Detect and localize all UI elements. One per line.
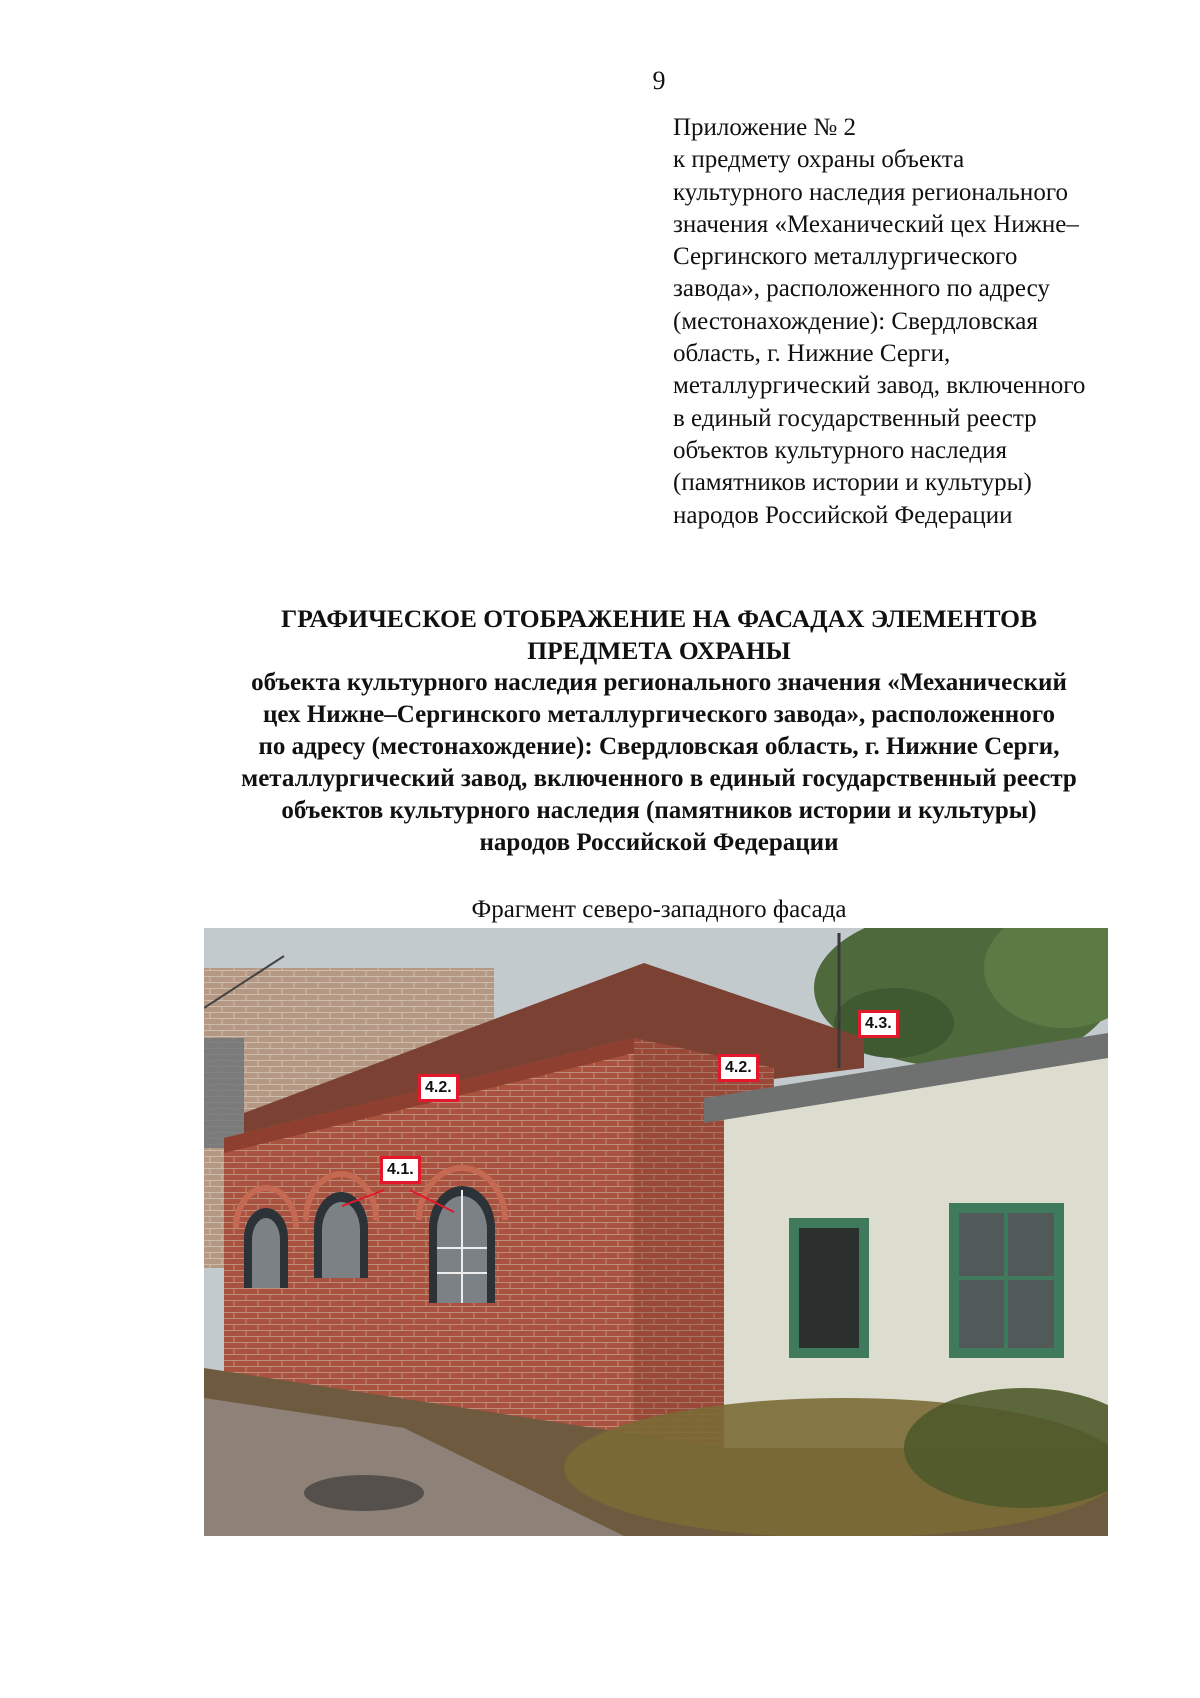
appendix-line: в единый государственный реестр <box>673 404 1037 432</box>
appendix-block <box>673 112 1173 532</box>
appendix-line: значения «Механический цех Нижне– <box>673 210 1079 238</box>
document-heading <box>150 603 1168 859</box>
appendix-line: металлургический завод, включенного <box>673 372 1086 400</box>
marker-4-1: 4.1. <box>380 1156 421 1184</box>
appendix-line: (памятников истории и культуры) <box>673 469 1032 497</box>
appendix-line: область, г. Нижние Серги, <box>673 340 951 368</box>
arched-window <box>244 1208 288 1288</box>
heading-subtitle-line: цех Нижне–Сергинского металлургического завода», расположенного <box>263 701 1055 728</box>
appendix-line: к предмету охраны объекта <box>673 146 965 174</box>
marker-4-2: 4.2. <box>418 1074 459 1102</box>
heading-subtitle-line: металлургический завод, включенного в единый государственный реестр <box>241 765 1077 792</box>
heading-title-line: ГРАФИЧЕСКОЕ ОТОБРАЖЕНИЕ НА ФАСАДАХ ЭЛЕМЕНТОВ <box>281 604 1037 633</box>
photo-caption: Фрагмент северо-западного фасада <box>471 896 847 923</box>
marker-4-2: 4.2. <box>718 1054 759 1082</box>
appendix-line: завода», расположенного по адресу <box>673 275 1050 303</box>
facade-photo <box>204 928 1108 1536</box>
heading-subtitle-line: народов Российской Федерации <box>479 829 839 856</box>
appendix-line: Сергинского металлургического <box>673 243 1018 271</box>
heading-title-line: ПРЕДМЕТА ОХРАНЫ <box>527 636 791 665</box>
heading-subtitle-line: объекта культурного наследия регионального значения «Механический <box>251 669 1067 696</box>
arched-window <box>314 1192 368 1278</box>
marker-4-3: 4.3. <box>858 1010 899 1038</box>
appendix-line: (местонахождение): Свердловская <box>673 307 1038 335</box>
appendix-line: объектов культурного наследия <box>673 436 1007 464</box>
appendix-line: культурного наследия регионального <box>673 178 1068 206</box>
heading-subtitle-line: по адресу (местонахождение): Свердловская область, г. Нижние Серги, <box>258 733 1060 760</box>
facade-illustration <box>204 928 1108 1536</box>
page-number: 9 <box>652 66 666 95</box>
heading-subtitle-line: объектов культурного наследия (памятников истории и культуры) <box>281 797 1037 824</box>
appendix-line: народов Российской Федерации <box>673 501 1013 529</box>
appendix-line: Приложение № 2 <box>673 114 857 141</box>
